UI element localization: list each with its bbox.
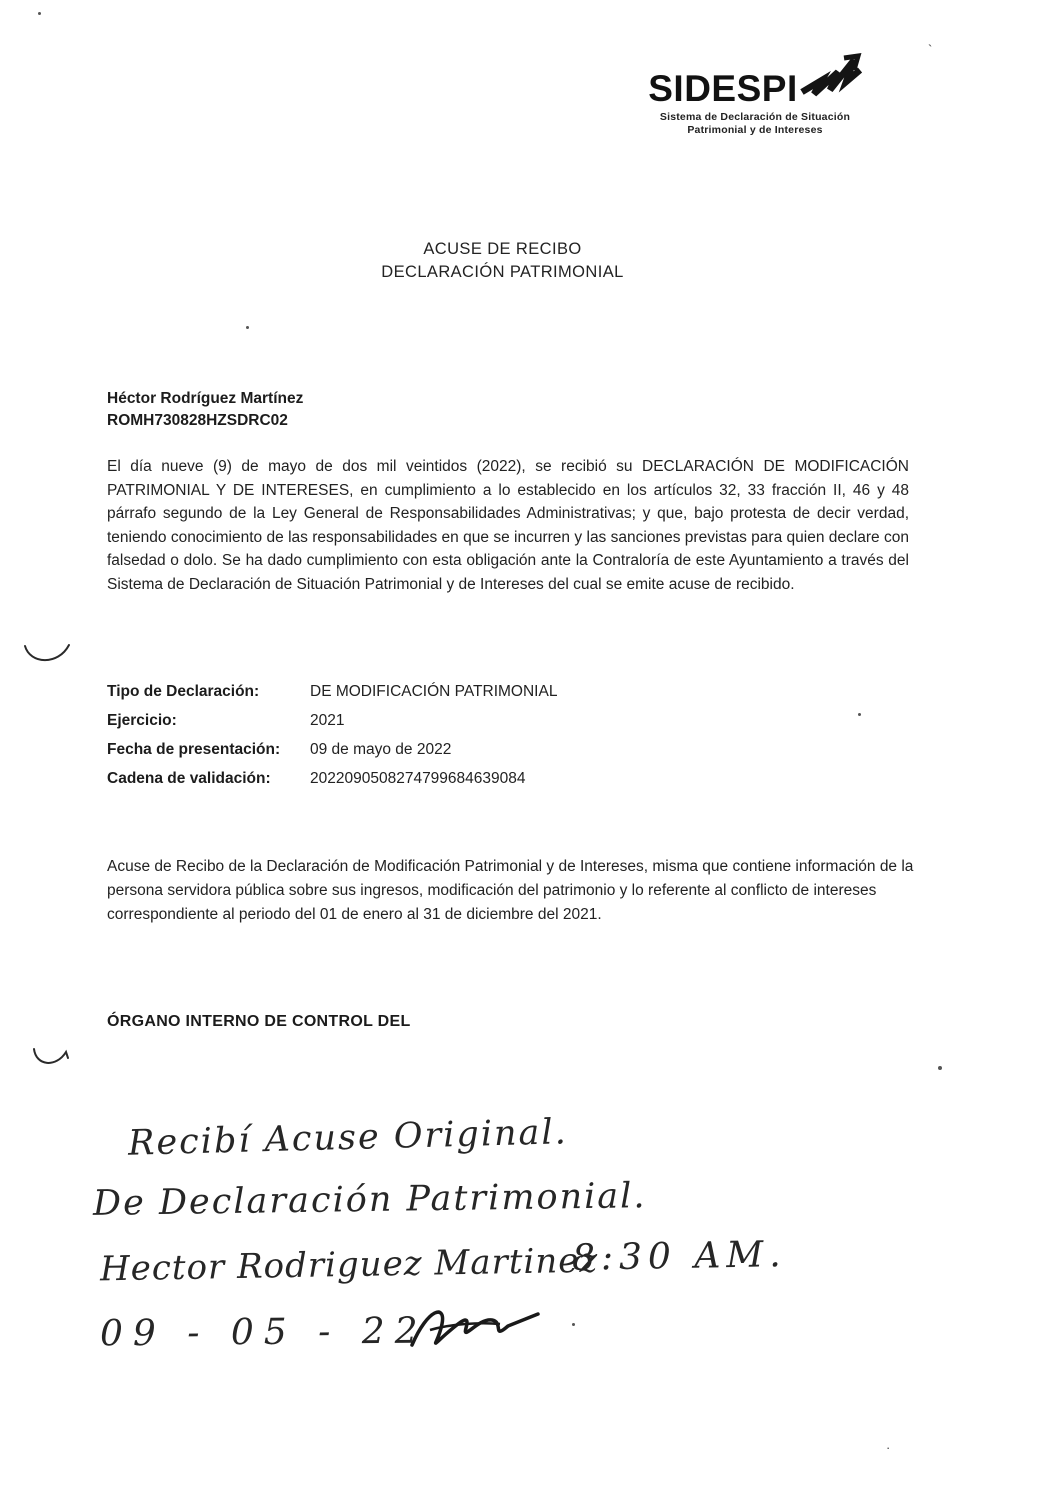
scan-dot [858, 713, 861, 716]
field-ejercicio [107, 712, 867, 741]
field-fecha-presentacion [107, 741, 867, 770]
acuse-paragraph: Acuse de Recibo de la Declaración de Modificación Patrimonial y de Intereses, misma que contiene información de la persona servidora pública sobre sus ingresos, modificación del patrimonio y lo referente al conflicto de intereses correspondiente al periodo del 01 de enero al 31 de diciembre del 2021. [107, 858, 914, 923]
title-line2: DECLARACIÓN PATRIMONIAL [381, 263, 624, 281]
recipient-block [107, 388, 303, 432]
organ-heading: ÓRGANO INTERNO DE CONTROL DEL [107, 1013, 411, 1030]
field-tipo-declaracion [107, 683, 867, 712]
logo-tagline-line1: Sistema de Declaración de Situación [659, 111, 851, 123]
field-cadena-validacion [107, 770, 867, 799]
signature-icon [400, 1300, 550, 1365]
handwritten-line-2: De Declaración Patrimonial. [92, 1176, 647, 1224]
scan-dot [246, 326, 249, 329]
declaration-fields [107, 683, 867, 799]
scan-dot [38, 12, 41, 15]
recipient-id: ROMH730828HZSDRC02 [107, 412, 288, 429]
field-value: DE MODIFICACIÓN PATRIMONIAL [310, 683, 558, 700]
handwritten-date: 09 - 05 - 22 [99, 1310, 428, 1355]
scan-dot [572, 1323, 575, 1326]
field-value: 2021 [310, 712, 345, 729]
body-paragraph: El día nueve (9) de mayo de dos mil veintidos (2022), se recibió su DECLARACIÓN DE MODIFICACIÓN PATRIMONIAL Y DE INTERESES, en cumplimiento a lo establecido en los artículos 32, 33 fracción II, 46 y 48 párrafo segundo de la Ley General de Responsabilidades Administrativas; y que, bajo protesta de decir verdad, teniendo conocimiento de las responsabilidades en que se incurren y las sanciones previstas para quien declare con falsedad o dolo. Se ha dado cumplimiento con esta obligación ante la Contraloría de este Ayuntamiento a través del Sistema de Declaración de Situación Patrimonial y de Intereses del cual se emite acuse de recibido. [107, 458, 909, 593]
scan-curl-mark [30, 1046, 70, 1075]
title-line1: ACUSE DE RECIBO [423, 240, 582, 258]
logo-wordmark: SIDESPI [648, 68, 798, 109]
logo-tagline-line2: Patrimonial y de Intereses [687, 124, 823, 136]
field-label: Fecha de presentación: [107, 741, 281, 758]
field-label: Tipo de Declaración: [107, 683, 260, 700]
sidespi-logo [630, 52, 880, 137]
field-value: 2022090508274799684639084 [310, 770, 526, 787]
handwritten-time: 8:30 AM. [571, 1234, 787, 1279]
handwritten-name: Hector Rodriguez Martinez [99, 1240, 599, 1290]
handwritten-line-1: Recibí Acuse Original. [127, 1112, 569, 1164]
scan-tick: · [886, 1440, 891, 1455]
document-title [0, 238, 1005, 284]
field-label: Ejercicio: [107, 712, 177, 729]
scribble-arrow-icon [800, 52, 862, 105]
recipient-name: Héctor Rodríguez Martínez [107, 390, 304, 407]
field-label: Cadena de validación: [107, 770, 271, 787]
scan-curl-mark [22, 642, 72, 673]
scan-dot [938, 1066, 942, 1070]
scan-tick: ` [928, 42, 933, 57]
field-value: 09 de mayo de 2022 [310, 741, 452, 758]
